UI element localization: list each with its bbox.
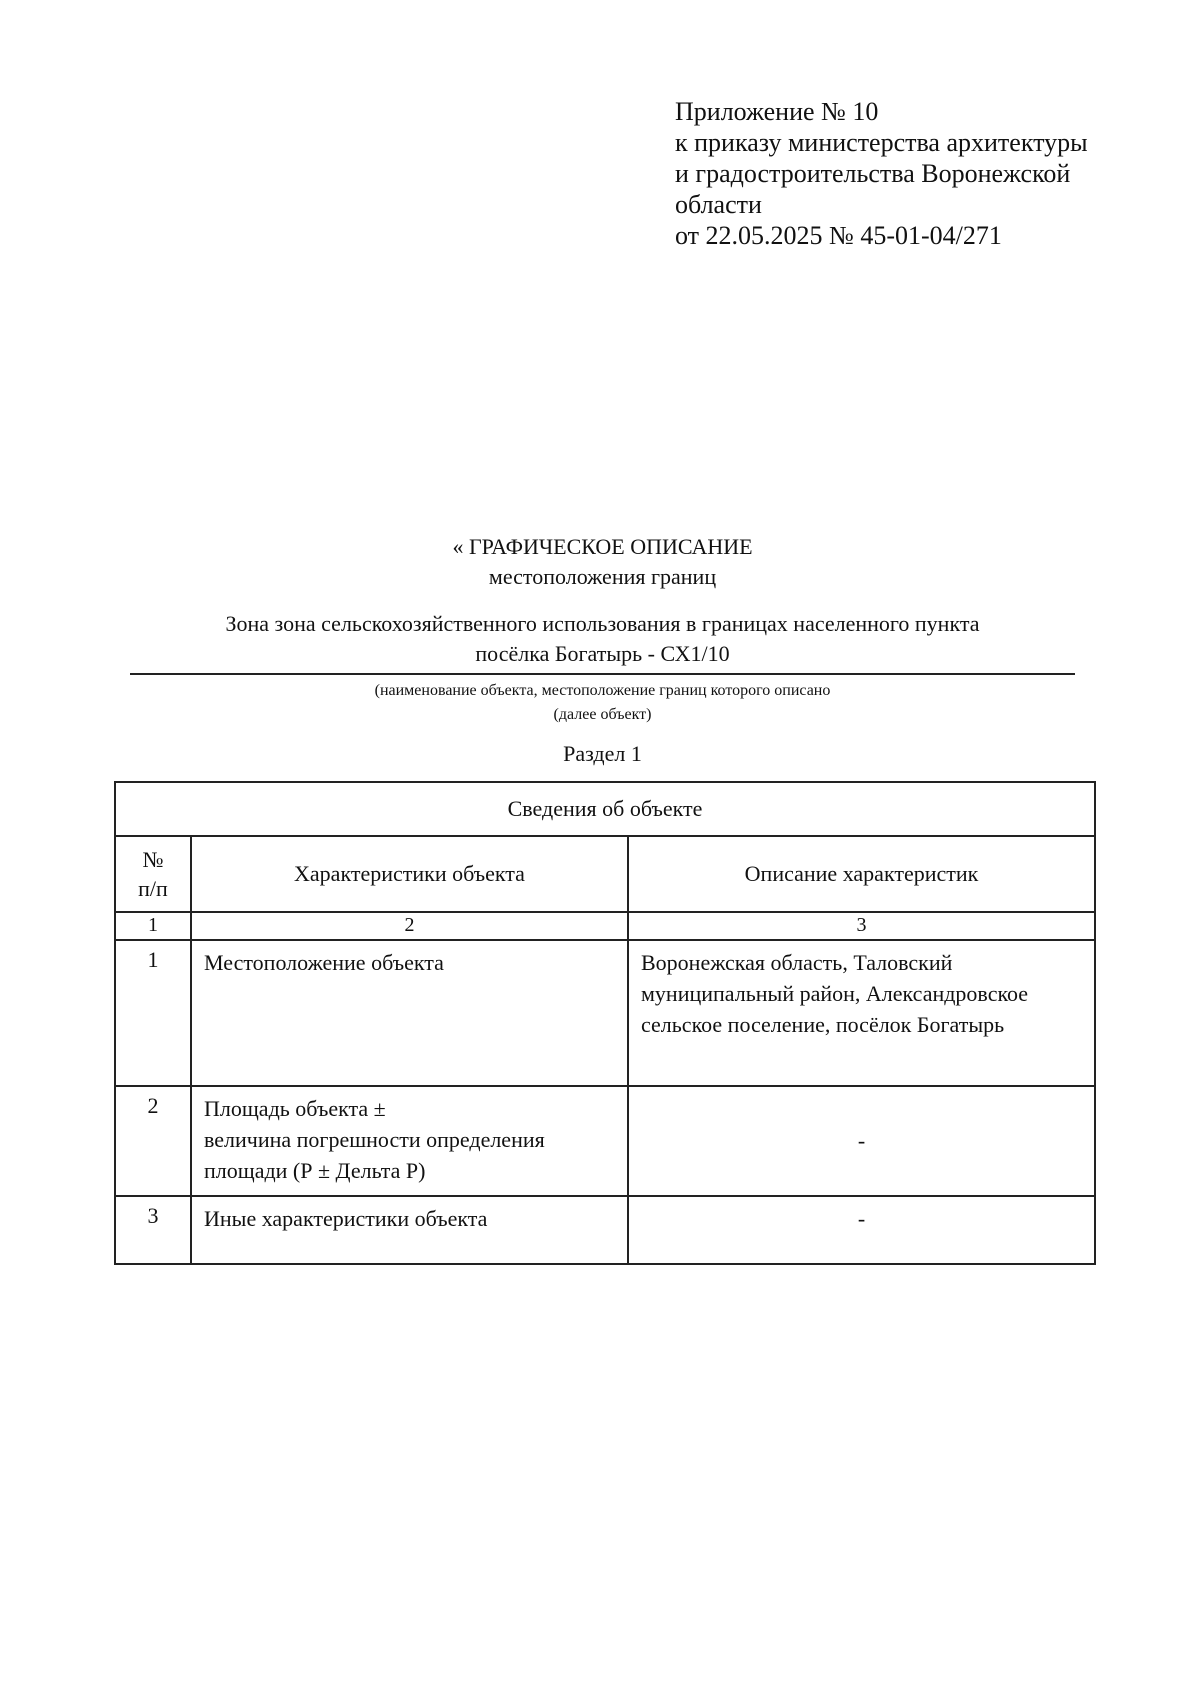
row-description-line: муниципальный район, Александровское — [641, 981, 1029, 1006]
object-info-table — [114, 781, 1096, 1265]
row-characteristic-line: Площадь объекта ± — [204, 1096, 386, 1121]
document-title: « ГРАФИЧЕСКОЕ ОПИСАНИЕ — [452, 534, 753, 559]
row-characteristic-line: площади (Р ± Дельта Р) — [204, 1158, 426, 1183]
appendix-line: от 22.05.2025 № 45-01-04/271 — [675, 221, 1002, 250]
row-characteristic — [191, 940, 628, 1086]
row-characteristic — [191, 1196, 628, 1264]
row-characteristic-line: Иные характеристики объекта — [204, 1206, 488, 1231]
object-name-line: посёлка Богатырь - СХ1/10 — [475, 641, 730, 666]
row-characteristic-line: величина погрешности определения — [204, 1127, 545, 1152]
column-number: 2 — [191, 912, 628, 940]
table-row — [115, 940, 1095, 1086]
header-num-line: № — [142, 847, 164, 872]
table-header-row — [115, 836, 1095, 912]
header-num — [115, 836, 191, 912]
column-number-row — [115, 912, 1095, 940]
column-number: 1 — [115, 912, 191, 940]
header-num-line: п/п — [138, 876, 168, 901]
object-caption-line: (далее объект) — [553, 706, 652, 723]
row-characteristic-line: Местоположение объекта — [204, 950, 444, 975]
section-title: Раздел 1 — [563, 741, 642, 766]
table-row — [115, 1086, 1095, 1196]
row-description — [628, 940, 1095, 1086]
object-name-line: Зона зона сельскохозяйственного использования в границах населенного пункта — [225, 611, 980, 636]
column-number: 3 — [628, 912, 1095, 940]
appendix-line: Приложение № 10 — [675, 97, 879, 126]
table-caption: Сведения об объекте — [115, 782, 1095, 836]
appendix-line: области — [675, 190, 762, 219]
row-number: 1 — [115, 940, 191, 1086]
object-name — [130, 609, 1075, 675]
row-description-line: сельское поселение, посёлок Богатырь — [641, 1012, 1005, 1037]
row-description-line: Воронежская область, Таловский — [641, 950, 953, 975]
row-number: 2 — [115, 1086, 191, 1196]
object-caption-line: (наименование объекта, местоположение границ которого описано — [374, 682, 831, 699]
table-caption-row — [115, 782, 1095, 836]
row-number: 3 — [115, 1196, 191, 1264]
appendix-line: и градостроительства Воронежской — [675, 159, 1071, 188]
object-caption — [130, 679, 1075, 727]
header-description: Описание характеристик — [628, 836, 1095, 912]
appendix-line: к приказу министерства архитектуры — [675, 128, 1088, 157]
document-subtitle: местоположения границ — [488, 564, 717, 589]
appendix-header — [675, 96, 1155, 251]
row-description: - — [628, 1196, 1095, 1264]
row-characteristic — [191, 1086, 628, 1196]
document-title-block — [130, 532, 1075, 769]
table-row — [115, 1196, 1095, 1264]
header-characteristics: Характеристики объекта — [191, 836, 628, 912]
row-description: - — [628, 1086, 1095, 1196]
